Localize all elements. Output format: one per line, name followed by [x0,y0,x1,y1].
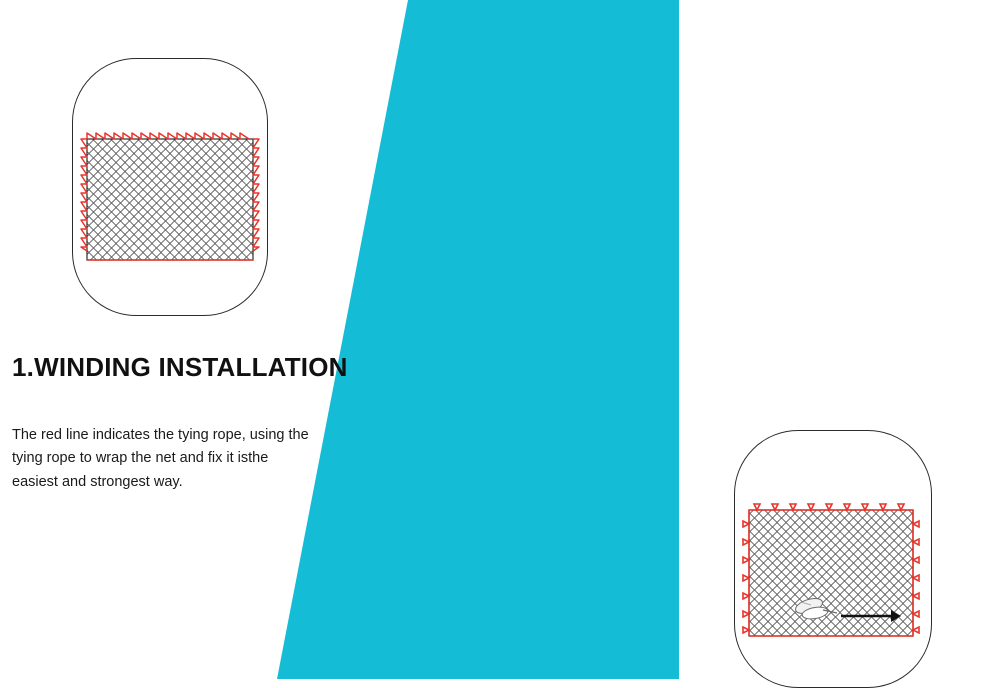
body-winding-installation: The red line indicates the tying rope, using the tying rope to wrap the net and fix it isthe easiest and strongest way. [12,427,309,490]
panel-winding-installation [0,0,360,510]
panel-expansion-hook-installation [330,90,981,650]
illustration-net-with-expansion-hooks [741,500,923,648]
net-diagram-right-svg [741,500,923,648]
net-diagram-left-svg [80,131,262,272]
heading-expansion-hook-installation: 2.EXPANSION HOOK INSTALLATION [714,203,966,262]
heading-winding-installation: 1.WINDING INSTALLATION [12,352,348,382]
body-expansion-hook-installation: The red line indlicates the expansion hook,this way is widely It is suitable for all kinds of concrete and wooden piles. [714,290,981,353]
illustration-net-with-tying-rope [80,131,262,272]
